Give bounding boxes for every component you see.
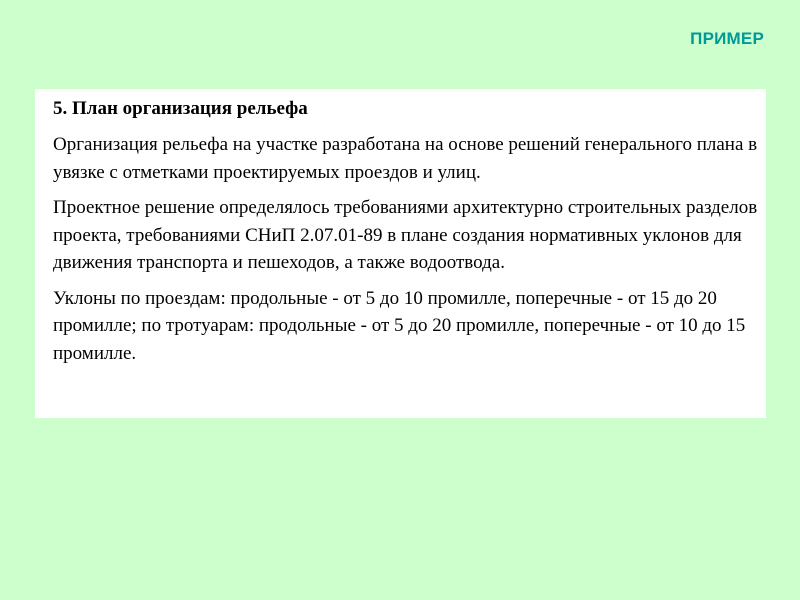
content-box — [35, 89, 766, 418]
paragraph-slopes: Уклоны по проездам: продольные - от 5 до 10 промилле, поперечные - от 15 до 20 промилле; по тротуарам: продольные - от 5 до 20 промилле, поперечные - от 10 до 15 промилле. — [53, 287, 746, 364]
slide-label: ПРИМЕР — [690, 29, 764, 48]
section-heading: 5. План организация рельефа — [53, 98, 308, 119]
paragraph-design-requirements: Проектное решение определялось требованиями архитектурно строительных разделов проекта, требованиями СНиП 2.07.01-89 в плане создания нормативных уклонов для движения транспорта и пешеходов, а также водоотвода. — [53, 197, 758, 273]
paragraph-intro: Организация рельефа на участке разработана на основе решений генерального плана в увязке с отметками проектируемых проездов и улиц. — [53, 134, 758, 183]
